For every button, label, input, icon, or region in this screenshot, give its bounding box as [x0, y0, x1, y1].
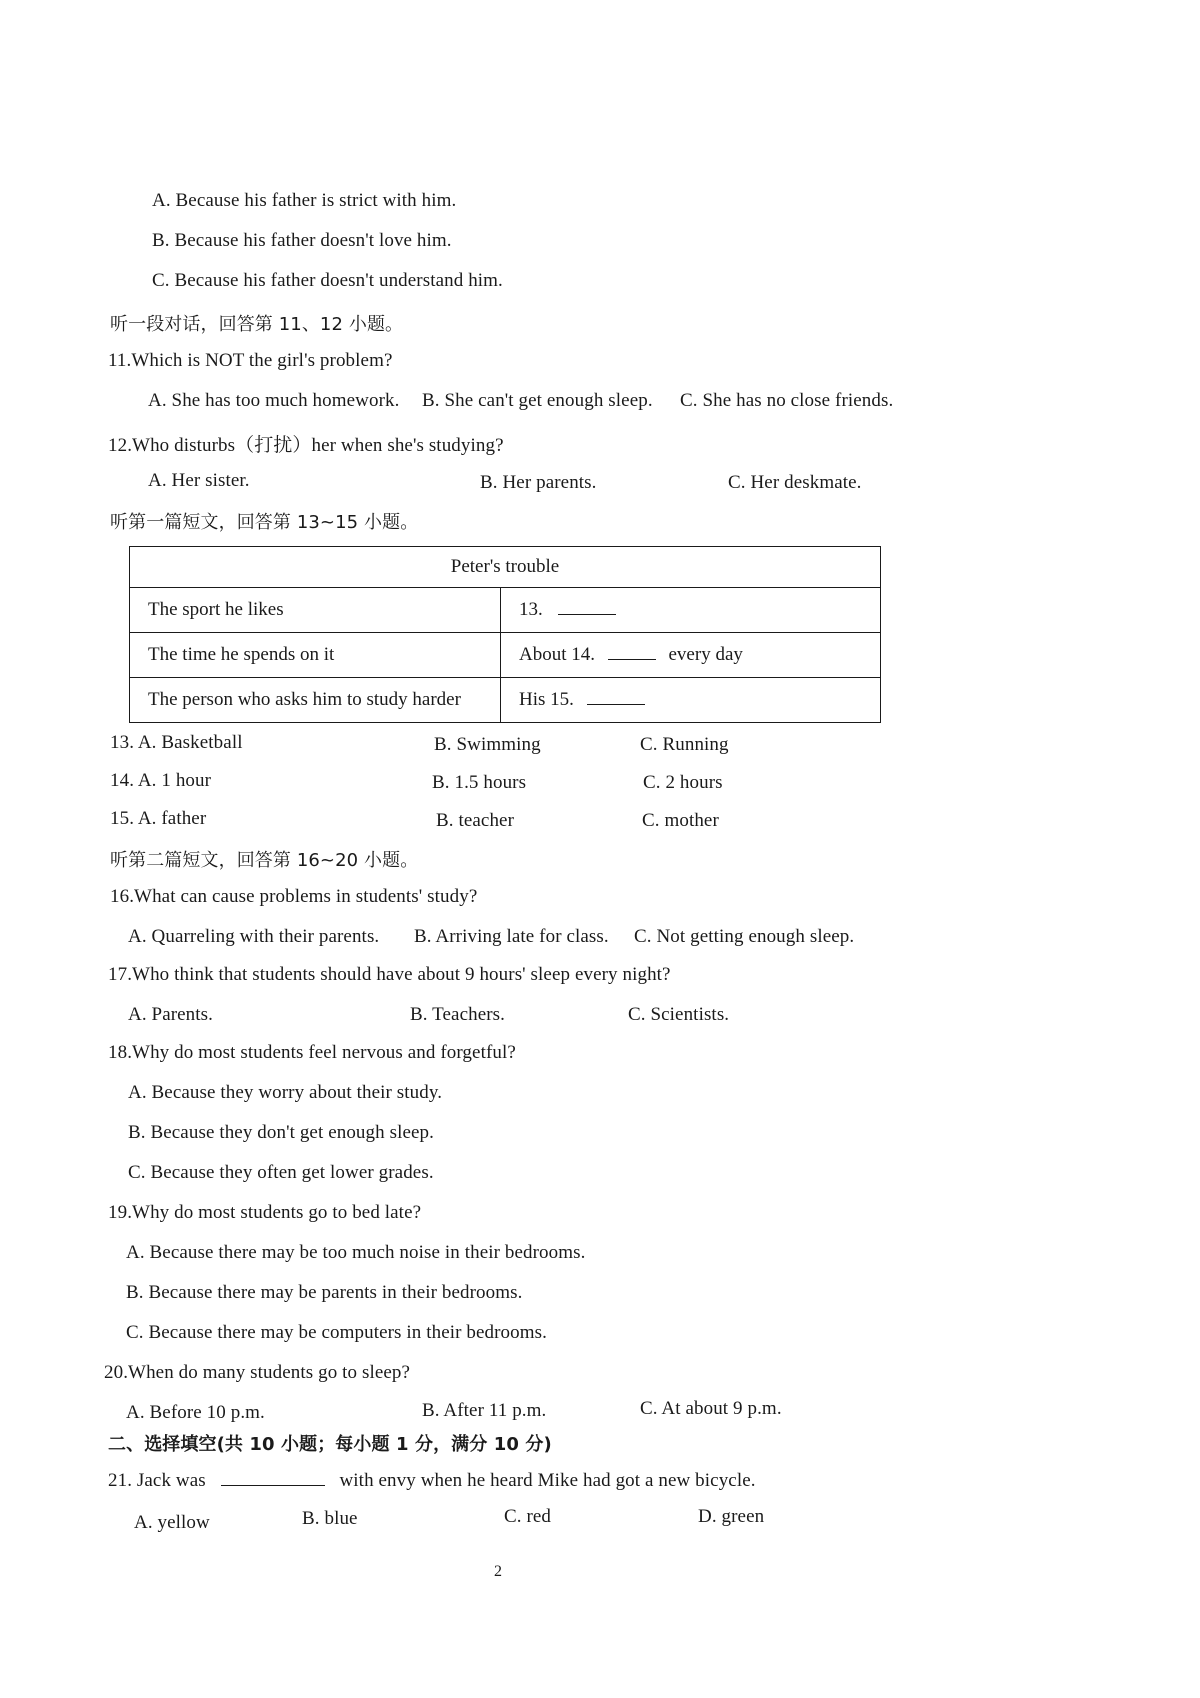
table-row-label: The person who asks him to study harder	[130, 678, 501, 723]
q20-question: 20.When do many students go to sleep?	[104, 1362, 411, 1383]
table-row-answer	[501, 588, 881, 633]
q17-option-b: B. Teachers.	[410, 1004, 506, 1025]
q11-option-b: B. She can't get enough sleep.	[422, 390, 653, 411]
q14-option-b: B. 1.5 hours	[432, 772, 527, 793]
q11-option-a: A. She has too much homework.	[148, 390, 400, 411]
part2-heading: 二、选择填空(共 10 小题；每小题 1 分，满分 10 分)	[108, 1434, 552, 1455]
answer-prefix: About 14.	[519, 644, 595, 665]
answer-prefix: 13.	[519, 599, 543, 620]
q15-option-b: B. teacher	[436, 810, 515, 831]
q11-question: 11.Which is NOT the girl's problem?	[108, 350, 393, 371]
answer-suffix: every day	[668, 644, 743, 665]
q21-option-d: D. green	[698, 1506, 765, 1527]
q13-option-c: C. Running	[640, 734, 729, 755]
q15-option-a: 15. A. father	[110, 808, 207, 829]
q21-question	[108, 1470, 756, 1492]
q13-option-a: 13. A. Basketball	[110, 732, 243, 753]
q18-question: 18.Why do most students feel nervous and forgetful?	[108, 1042, 516, 1063]
q17-question: 17.Who think that students should have about 9 hours' sleep every night?	[108, 964, 671, 985]
q16-option-a: A. Quarreling with their parents.	[128, 926, 380, 947]
q12-option-b: B. Her parents.	[480, 472, 597, 493]
q16-question: 16.What can cause problems in students' study?	[110, 886, 478, 907]
q20-option-c: C. At about 9 p.m.	[640, 1398, 782, 1419]
q21-prefix: 21. Jack was	[108, 1470, 206, 1491]
q19-option-b: B. Because there may be parents in their bedrooms.	[126, 1282, 523, 1303]
table-row-answer	[501, 633, 881, 678]
q17-option-a: A. Parents.	[128, 1004, 214, 1025]
q21-suffix: with envy when he heard Mike had got a new bicycle.	[339, 1470, 756, 1491]
q20-option-b: B. After 11 p.m.	[422, 1400, 547, 1421]
q17-option-c: C. Scientists.	[628, 1004, 730, 1025]
q10-option-b: B. Because his father doesn't love him.	[152, 230, 452, 251]
q18-option-a: A. Because they worry about their study.	[128, 1082, 443, 1103]
q10-option-a: A. Because his father is strict with him.	[152, 190, 457, 211]
q16-option-b: B. Arriving late for class.	[414, 926, 609, 947]
answer-blank-14	[608, 658, 656, 660]
section-instruction-16-20: 听第二篇短文，回答第 16~20 小题。	[110, 850, 419, 871]
q12-option-a: A. Her sister.	[148, 470, 250, 491]
table-row	[130, 678, 881, 723]
q11-option-c: C. She has no close friends.	[680, 390, 894, 411]
table-row	[130, 633, 881, 678]
answer-blank-15	[587, 703, 645, 705]
q13-option-b: B. Swimming	[434, 734, 541, 755]
q21-option-b: B. blue	[302, 1508, 358, 1529]
q19-option-c: C. Because there may be computers in their bedrooms.	[126, 1322, 547, 1343]
q14-option-a: 14. A. 1 hour	[110, 770, 212, 791]
table-row	[130, 588, 881, 633]
q19-question: 19.Why do most students go to bed late?	[108, 1202, 422, 1223]
peters-trouble-table	[129, 546, 881, 723]
q20-option-a: A. Before 10 p.m.	[126, 1402, 265, 1423]
q15-option-c: C. mother	[642, 810, 719, 831]
section-instruction-11-12: 听一段对话，回答第 11、12 小题。	[110, 314, 404, 335]
q14-option-c: C. 2 hours	[643, 772, 723, 793]
answer-prefix: His 15.	[519, 689, 574, 710]
table-title: Peter's trouble	[130, 547, 881, 588]
q16-option-c: C. Not getting enough sleep.	[634, 926, 855, 947]
q19-option-a: A. Because there may be too much noise in their bedrooms.	[126, 1242, 586, 1263]
answer-blank-13	[558, 613, 616, 615]
table-row-answer	[501, 678, 881, 723]
q21-option-a: A. yellow	[134, 1512, 210, 1533]
q18-option-c: C. Because they often get lower grades.	[128, 1162, 434, 1183]
q12-question: 12.Who disturbs（打扰）her when she's studying?	[108, 435, 504, 456]
table-row-label: The time he spends on it	[130, 633, 501, 678]
table-title-row	[130, 547, 881, 588]
q21-blank	[221, 1484, 325, 1486]
q12-option-c: C. Her deskmate.	[728, 472, 862, 493]
q21-option-c: C. red	[504, 1506, 552, 1527]
section-instruction-13-15: 听第一篇短文，回答第 13~15 小题。	[110, 512, 419, 533]
q10-option-c: C. Because his father doesn't understand him.	[152, 270, 503, 291]
q18-option-b: B. Because they don't get enough sleep.	[128, 1122, 434, 1143]
page-number: 2	[494, 1563, 502, 1580]
table-row-label: The sport he likes	[130, 588, 501, 633]
